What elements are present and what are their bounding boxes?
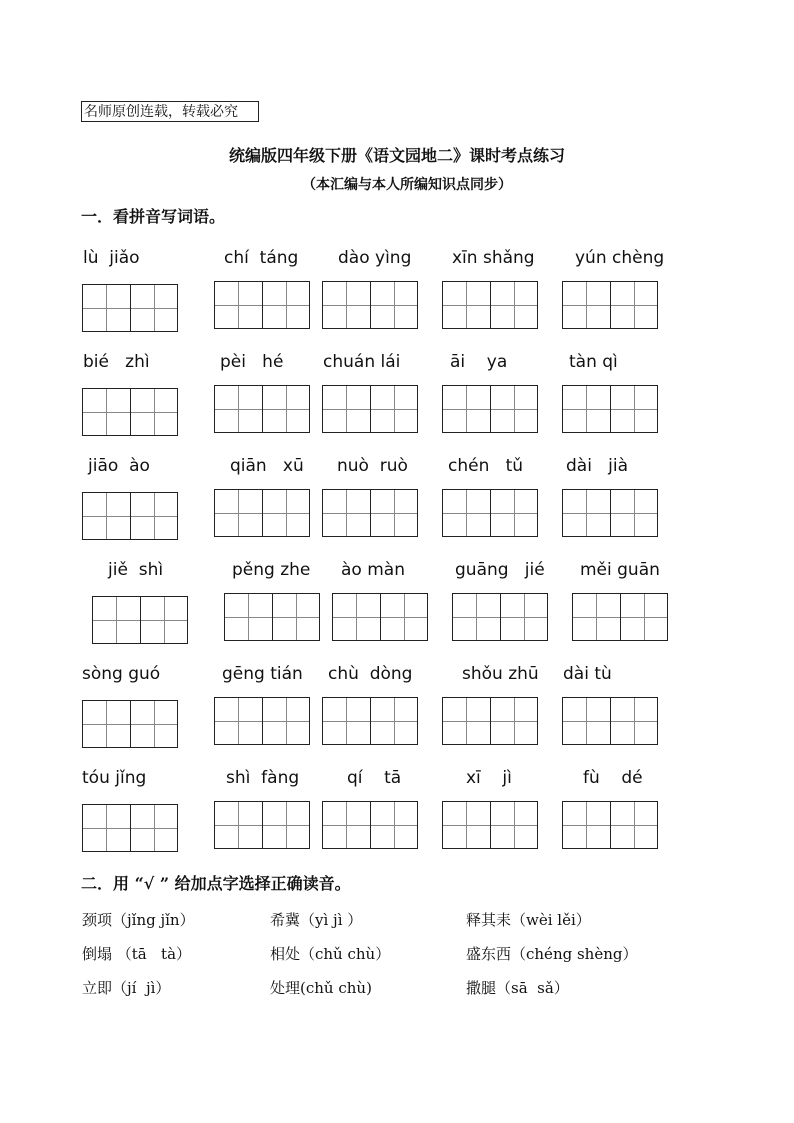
pinyin-label: dài tù: [563, 664, 612, 684]
writing-box[interactable]: [214, 489, 310, 537]
pinyin-label: pèi hé: [220, 352, 284, 372]
writing-box[interactable]: [322, 697, 418, 745]
section-1-heading: 一．看拼音写词语。: [81, 207, 226, 226]
pinyin-label: lù jiǎo: [83, 248, 140, 268]
pronunciation-item[interactable]: 希冀（yì jì ）: [270, 911, 363, 929]
writing-box[interactable]: [562, 489, 658, 537]
pinyin-label: jiāo ào: [88, 456, 150, 476]
pinyin-label: yún chèng: [575, 248, 665, 268]
writing-box[interactable]: [214, 697, 310, 745]
pinyin-label: gēng tián: [222, 664, 303, 684]
pinyin-label: chí táng: [224, 248, 299, 268]
writing-box[interactable]: [214, 801, 310, 849]
writing-box[interactable]: [214, 281, 310, 329]
writing-box[interactable]: [82, 804, 178, 852]
writing-box[interactable]: [562, 801, 658, 849]
pinyin-label: chén tǔ: [448, 456, 524, 476]
writing-box[interactable]: [322, 385, 418, 433]
pinyin-label: fù dé: [583, 768, 643, 788]
pronunciation-item[interactable]: 释其耒（wèi lěi）: [466, 911, 591, 929]
pinyin-label: qiān xū: [230, 456, 304, 476]
pronunciation-item[interactable]: 处理(chǔ chù): [270, 979, 372, 997]
pinyin-label: tóu jǐng: [82, 768, 147, 788]
worksheet-title: 统编版四年级下册《语文园地二》课时考点练习: [228, 146, 565, 165]
writing-box[interactable]: [562, 697, 658, 745]
section-2-heading: 二．用 “√ ” 给加点字选择正确读音。: [81, 874, 351, 893]
writing-box[interactable]: [442, 489, 538, 537]
writing-box[interactable]: [82, 492, 178, 540]
pinyin-label: nuò ruò: [337, 456, 408, 476]
writing-box[interactable]: [322, 801, 418, 849]
pronunciation-item[interactable]: 撒腿（sā sǎ）: [466, 979, 569, 997]
pinyin-label: xī jì: [466, 768, 512, 788]
pinyin-label: guāng jié: [455, 560, 545, 580]
writing-box[interactable]: [322, 281, 418, 329]
writing-box[interactable]: [562, 281, 658, 329]
pinyin-label: dào yìng: [338, 248, 412, 268]
writing-box[interactable]: [442, 281, 538, 329]
writing-box[interactable]: [322, 489, 418, 537]
pinyin-label: chù dòng: [328, 664, 413, 684]
writing-box[interactable]: [442, 385, 538, 433]
pinyin-label: xīn shǎng: [452, 248, 535, 268]
pinyin-label: měi guān: [580, 560, 660, 580]
writing-box[interactable]: [452, 593, 548, 641]
writing-box[interactable]: [92, 596, 188, 644]
pinyin-label: qí tā: [347, 768, 402, 788]
pinyin-label: tàn qì: [569, 352, 618, 372]
pinyin-label: dài jià: [566, 456, 629, 476]
pinyin-label: pěng zhe: [232, 560, 311, 580]
pinyin-label: shǒu zhū: [462, 664, 539, 684]
writing-box[interactable]: [82, 388, 178, 436]
worksheet-subtitle: （本汇编与本人所编知识点同步）: [302, 177, 512, 193]
pinyin-label: sòng guó: [82, 664, 161, 684]
pinyin-label: ào màn: [341, 560, 405, 580]
pinyin-label: chuán lái: [323, 352, 401, 372]
writing-box[interactable]: [224, 593, 320, 641]
writing-box[interactable]: [562, 385, 658, 433]
pinyin-label: bié zhì: [83, 352, 150, 372]
pronunciation-item[interactable]: 颈项（jǐng jǐn）: [82, 911, 195, 929]
pronunciation-item[interactable]: 倒塌 （tā tà）: [82, 945, 192, 963]
pronunciation-item[interactable]: 立即（jí jì）: [82, 979, 171, 997]
writing-box[interactable]: [442, 801, 538, 849]
writing-box[interactable]: [332, 593, 428, 641]
pinyin-label: shì fàng: [226, 768, 300, 788]
writing-box[interactable]: [572, 593, 668, 641]
pronunciation-item[interactable]: 相处（chǔ chù）: [270, 945, 391, 963]
writing-box[interactable]: [214, 385, 310, 433]
copyright-stamp: 名师原创连载，转载必究: [81, 101, 259, 122]
writing-box[interactable]: [442, 697, 538, 745]
pinyin-label: jiě shì: [108, 560, 164, 580]
writing-box[interactable]: [82, 284, 178, 332]
pronunciation-item[interactable]: 盛东西（chéng shèng）: [466, 945, 638, 963]
writing-box[interactable]: [82, 700, 178, 748]
pinyin-label: āi ya: [450, 352, 508, 372]
